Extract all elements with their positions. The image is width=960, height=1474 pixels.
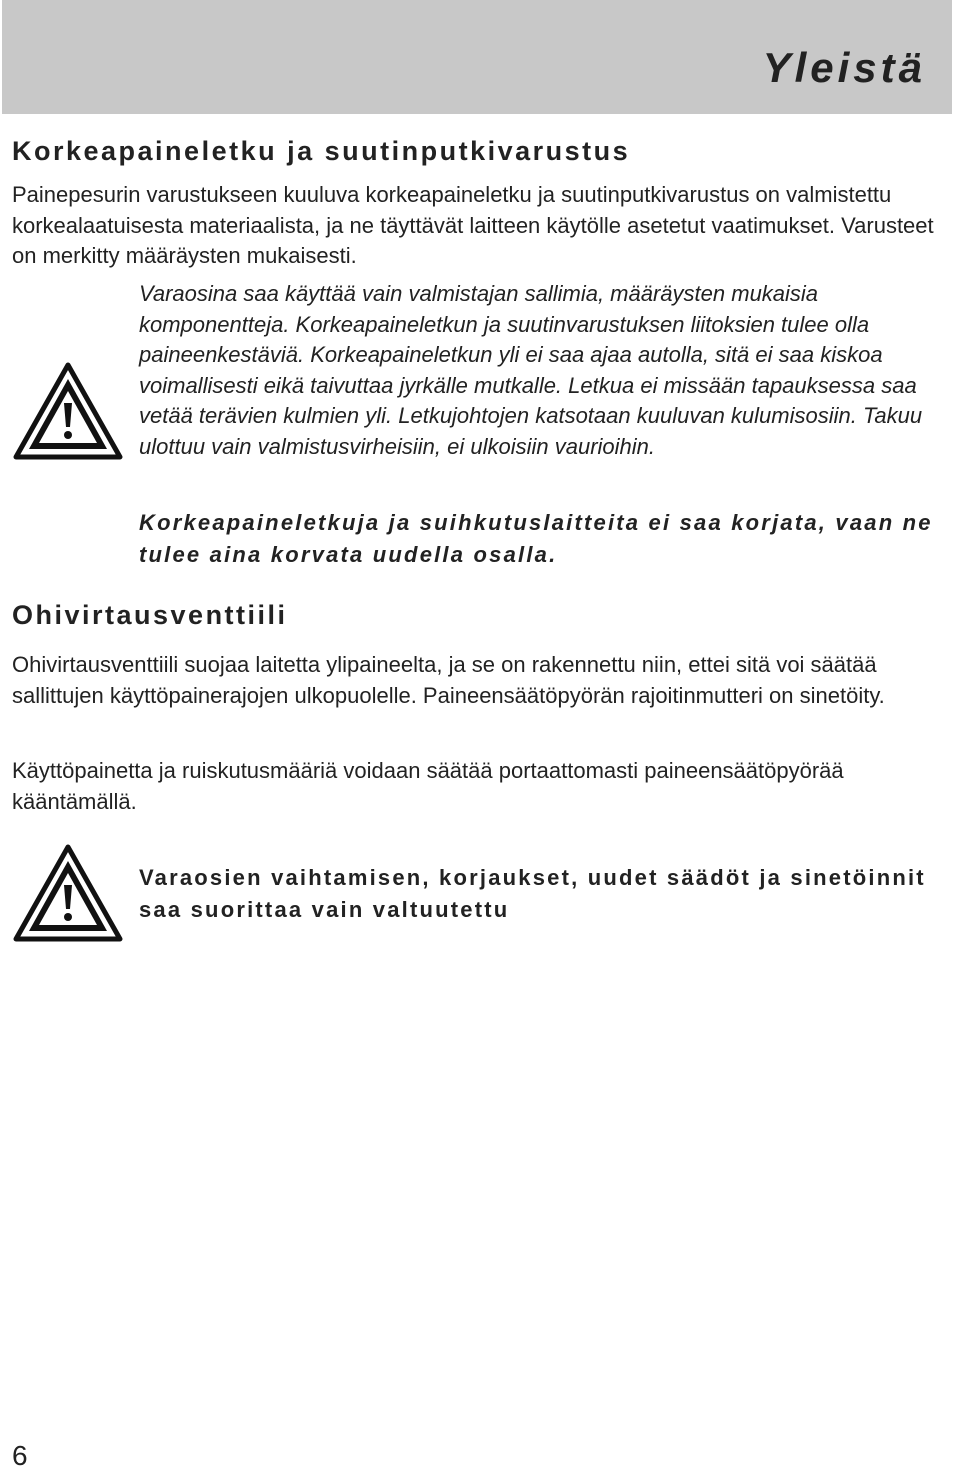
warning-triangle-icon (12, 843, 124, 945)
page-number: 6 (12, 1440, 28, 1471)
bypass-warning-emphasis: Varaosien vaihtamisen, korjaukset, uudet säädöt ja sinetöinnit saa suorittaa vain valtuutettu (139, 865, 926, 922)
section-heading-bypass-valve: Ohivirtausventtiili (12, 600, 288, 630)
hose-warning-emphasis: Korkeapaineletkuja ja suihkutuslaitteita ei saa korjata, vaan ne tulee aina korvata uudella osalla. (139, 510, 933, 567)
warning-triangle-icon (12, 361, 124, 463)
bypass-paragraph-1: Ohivirtausventtiili suojaa laitetta ylipaineelta, ja se on rakennettu niin, ettei sitä voi säätää sallittujen käyttöpainerajojen ulkopuolelle. Paineensäätöpyörän rajoitinmutteri on sinetöity. (12, 652, 885, 708)
section-heading-hose: Korkeapaineletku ja suutinputkivarustus (12, 136, 631, 166)
page-title: Yleistä (762, 44, 926, 91)
hose-paragraph: Painepesurin varustukseen kuuluva korkeapaineletku ja suutinputkivarustus on valmistettu korkealaatuisesta materiaalista, ja ne täyttävät laitteen käytölle asetetut vaatimukset. Varusteet on merkitty määräysten mukaisesti. (12, 182, 934, 268)
hose-warning-text: Varaosina saa käyttää vain valmistajan sallimia, määräysten mukaisia komponentteja. Korkeapaineletkun ja suutinvarustuksen liitoksien tulee olla paineenkestäviä. Korkeapaineletkun yli ei saa ajaa autolla, sitä ei saa kiskoa voimallisesti eikä taivuttaa jyrkälle mutkalle. Letkua ei missään tapauksessa saa vetää terävien kulmien yli. Letkujohtojen katsotaan kuuluvan kulumisosiin. Takuu ulottuu vain valmistusvirheisiin, ei ulkoisiin vaurioihin. (139, 281, 923, 459)
bypass-paragraph-2: Käyttöpainetta ja ruiskutusmääriä voidaan säätää portaattomasti paineensäätöpyörää kääntämällä. (12, 758, 844, 814)
